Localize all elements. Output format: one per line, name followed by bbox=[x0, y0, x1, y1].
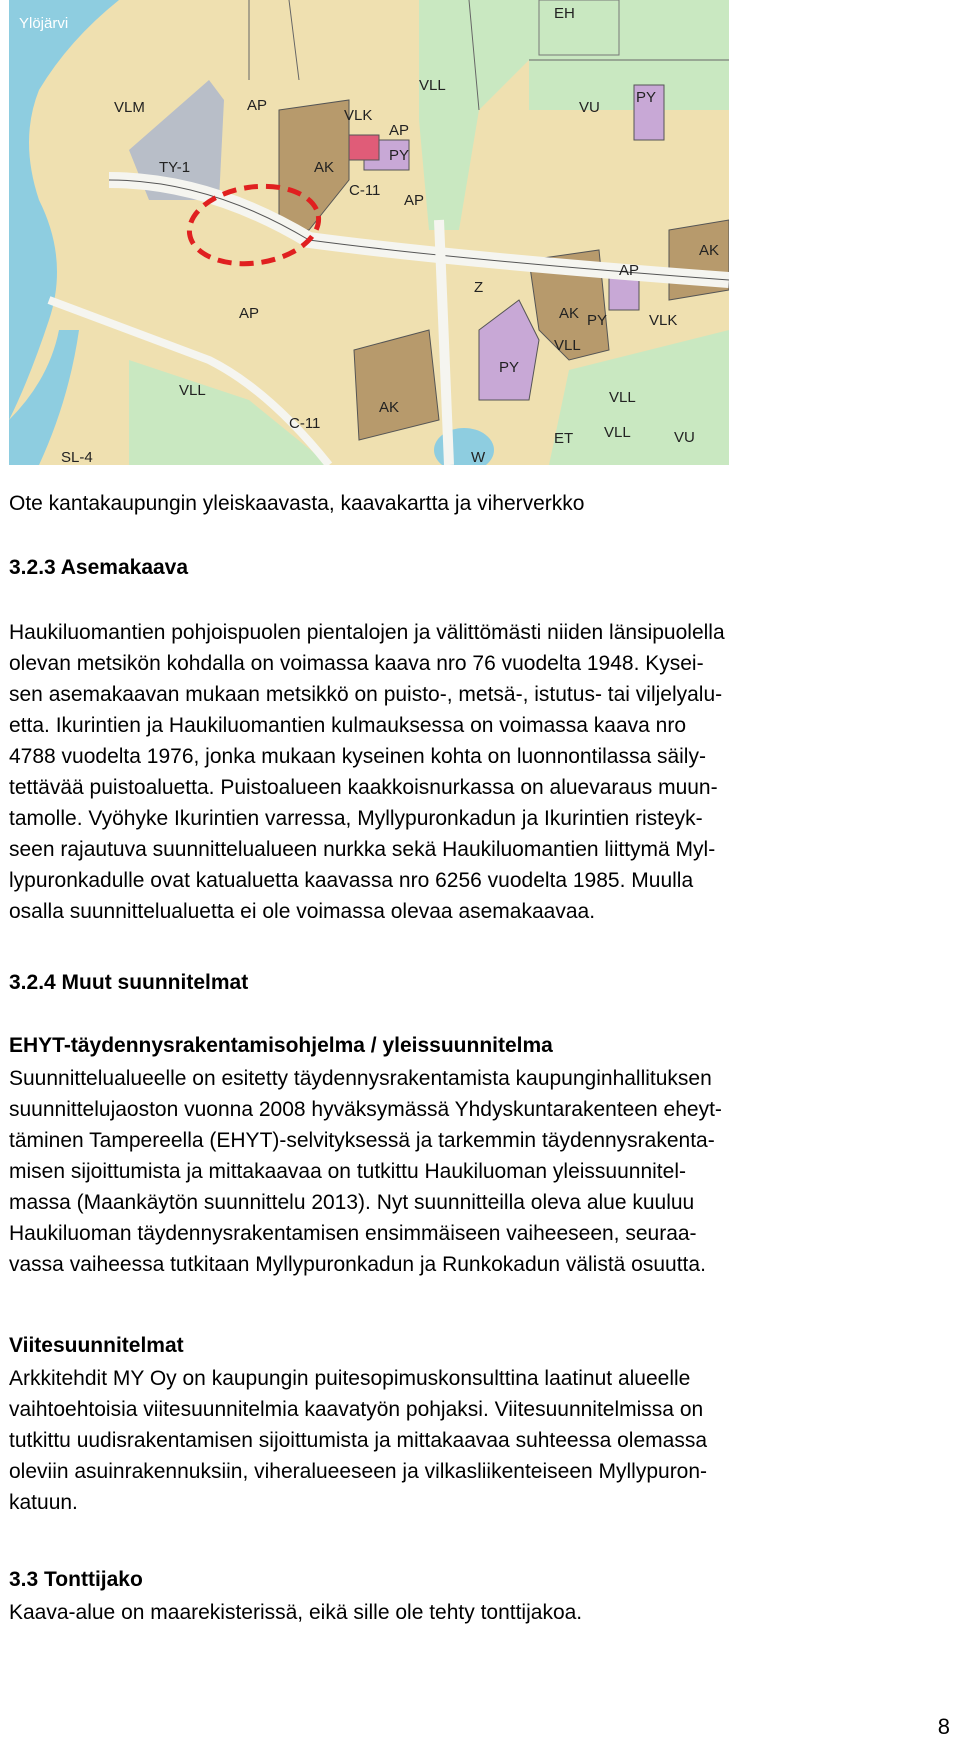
commercial-area bbox=[349, 135, 379, 160]
label-et: ET bbox=[554, 430, 574, 447]
label-vlm: VLM bbox=[114, 99, 145, 116]
label-ak: AK bbox=[699, 242, 720, 259]
label-ap: AP bbox=[239, 305, 260, 322]
block-ak2 bbox=[669, 220, 729, 300]
block-ak4 bbox=[354, 330, 439, 440]
map-caption: Ote kantakaupungin yleiskaavasta, kaavakartta ja viherverkko bbox=[9, 492, 585, 515]
label-vll: VLL bbox=[554, 337, 581, 354]
label-vlk: VLK bbox=[344, 107, 373, 124]
label-vll: VLL bbox=[179, 382, 206, 399]
paragraph-asemakaava: Haukiluomantien pohjoispuolen pientalojen ja välittömästi niiden länsipuolella olevan metsikön kohdalla on voimassa kaava nro 76 vuodelta 1948. Kysei- sen asemakaavan mukaan metsikkö on puisto-, metsä-, istutus- tai viljelyalu- etta. Ikurintien ja Haukiluomantien kulmauksessa on voimassa kaava nro 4788 vuodelta 1976, jonka mukaan kyseinen kohta on luonnontilassa säily- tettävää puistoaluetta. Puistoalueen kaakkoisnurkassa on aluevaraus muun- tamolle. Vyöhyke Ikurintien varressa, Myllypuronkadun ja Ikurintien risteyk- seen rajautuva suunnittelualueen nurkka sekä Haukiluomantien liittymä Myl- lypuronkadulle ovat katualuetta kaavassa nro 6256 vuodelta 1985. Muulla osalla suunnittelualuetta ei ole voimassa olevaa asemakaavaa. bbox=[9, 621, 725, 923]
label-ap: AP bbox=[247, 97, 268, 114]
page-number: 8 bbox=[937, 1714, 950, 1739]
label-vu: VU bbox=[674, 429, 695, 446]
heading-ehyt: EHYT-täydennysrakentamisohjelma / yleissuunnitelma bbox=[9, 1034, 553, 1057]
zoning-map bbox=[9, 0, 729, 465]
paragraph-tonttijako: Kaava-alue on maarekisterissä, eikä sille ole tehty tonttijakoa. bbox=[9, 1601, 583, 1624]
label-ap: AP bbox=[404, 192, 425, 209]
heading-viitesuunnitelmat: Viitesuunnitelmat bbox=[9, 1334, 184, 1357]
label-vll: VLL bbox=[419, 77, 446, 94]
label-py: PY bbox=[587, 312, 608, 329]
heading-asemakaava: 3.2.3 Asemakaava bbox=[9, 556, 189, 579]
label-ak: AK bbox=[314, 159, 335, 176]
label-py: PY bbox=[499, 359, 520, 376]
label-w: W bbox=[471, 449, 486, 465]
label-z: Z bbox=[474, 279, 484, 296]
label-vu: VU bbox=[579, 99, 600, 116]
label-vll: VLL bbox=[609, 389, 636, 406]
label-c11: C-11 bbox=[349, 182, 381, 199]
label-ap: AP bbox=[619, 262, 640, 279]
label-vlk: VLK bbox=[649, 312, 678, 329]
heading-muut-suunnitelmat: 3.2.4 Muut suunnitelmat bbox=[9, 971, 249, 994]
label-ak: AK bbox=[559, 305, 580, 322]
label-py: PY bbox=[389, 147, 410, 164]
label-ak: AK bbox=[379, 399, 400, 416]
paragraph-ehyt: Suunnittelualueelle on esitetty täydennysrakentamista kaupunginhallituksen suunnittelujaoston vuonna 2008 hyväksymässä Yhdyskuntarakenteen eheyt- täminen Tampereella (EHYT)-selvityksessä ja tarkemmin täydennysrakenta- misen sijoittumista ja mittakaavaa on tutkittu Haukiluoman yleissuunnitel- massa (Maankäytön suunnittelu 2013). Nyt suunnitteilla oleva alue kuuluu Haukiluoman täydennysrakentamisen ensimmäiseen vaiheeseen, seuraa- vassa vaiheessa tutkitaan Myllypuronkadun ja Runkokadun välistä osuutta. bbox=[9, 1067, 722, 1276]
map-title: Ylöjärvi bbox=[19, 15, 69, 32]
label-vll: VLL bbox=[604, 424, 631, 441]
label-ty1: TY-1 bbox=[159, 159, 191, 176]
heading-tonttijako: 3.3 Tonttijako bbox=[9, 1568, 143, 1591]
label-sl4: SL-4 bbox=[61, 449, 93, 465]
label-c11: C-11 bbox=[289, 415, 321, 432]
label-py: PY bbox=[636, 89, 657, 106]
paragraph-viitesuunnitelmat: Arkkitehdit MY Oy on kaupungin puitesopimuskonsulttina laatinut alueelle vaihtoehtoisia viitesuunnitelmia kaavatyön pohjaksi. Viitesuunnitelmissa on tutkittu uudisrakentamisen sijoittumista ja mittakaavaa suhteessa olemassa oleviin asuinrakennuksiin, viheralueeseen ja vilkasliikenteiseen Myllypuron- katuun. bbox=[9, 1367, 708, 1514]
label-ap: AP bbox=[389, 122, 410, 139]
zoning-map-graphic bbox=[9, 0, 729, 465]
label-eh: EH bbox=[554, 5, 575, 22]
